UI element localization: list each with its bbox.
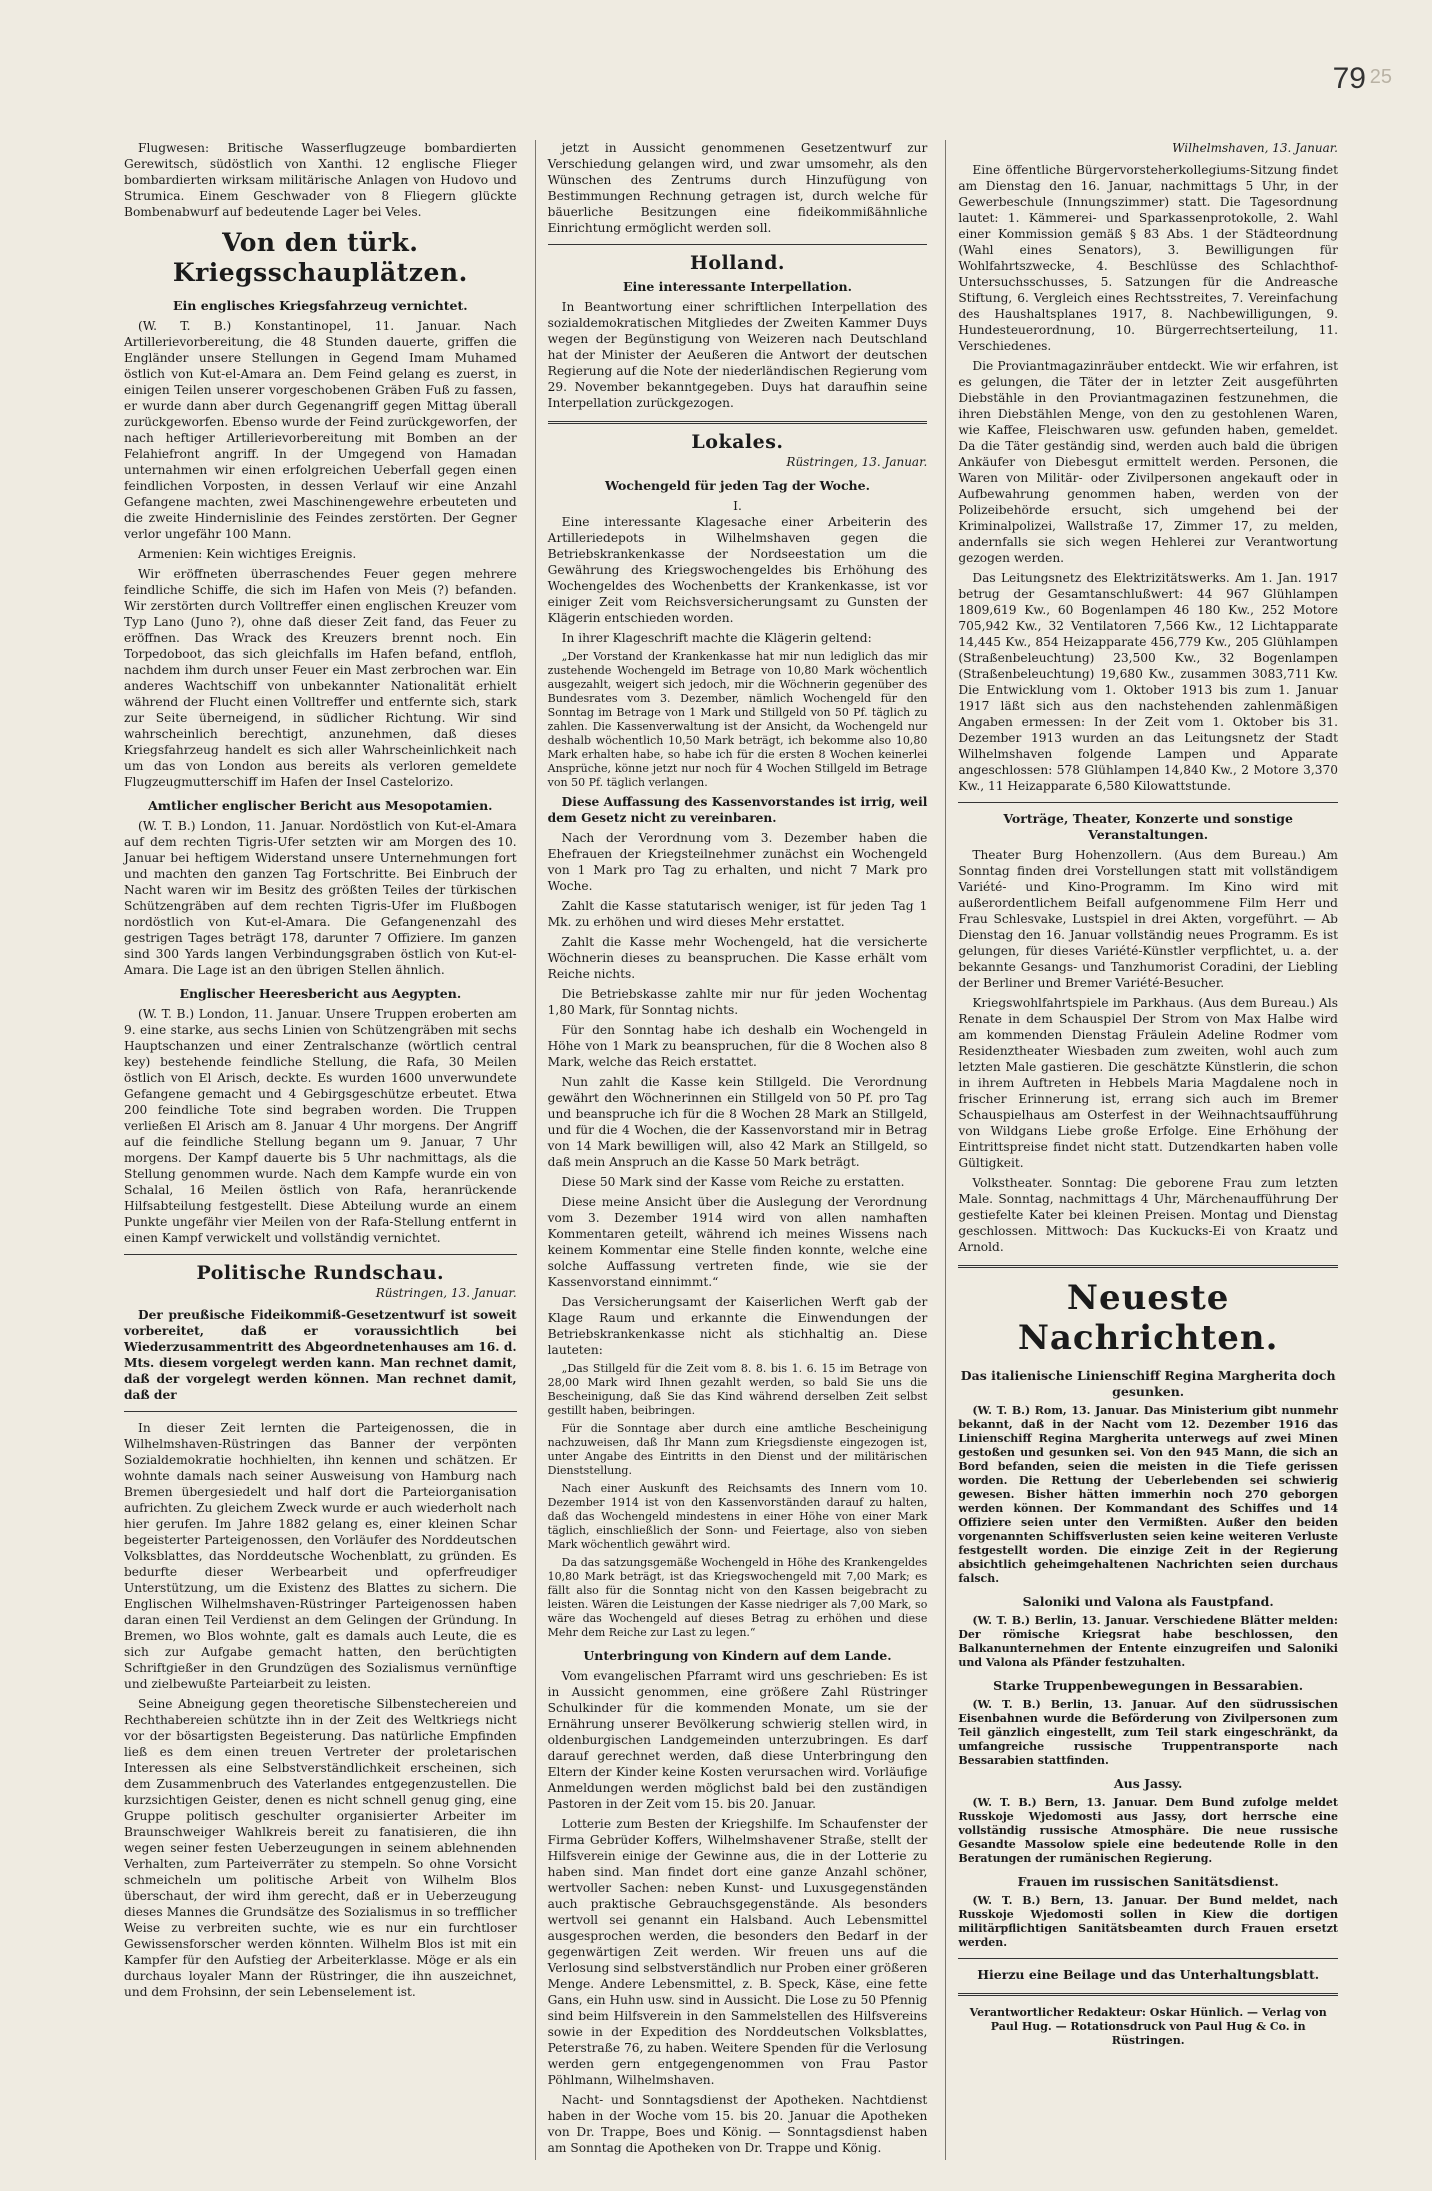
paragraph: Der preußische Fideikommiß-Gesetzentwurf ist soweit vorbereitet, daß er voraussichtlich bei Wiederzusammentritt des Abgeordnetenhauses am 16. d. Mts. diesem vorgelegt werden kann. Man rechnet damit, daß der vorgelegt werden können. Man rechnet damit, daß der: [124, 1308, 517, 1402]
paragraph: In dieser Zeit lernten die Parteigenossen, die in Wilhelmshaven-Rüstringen das Banner der verpönten Sozialdemokratie hochhielten, ihn kennen und schätzen. Er wohnte damals nach seiner Ausweisung von Hamburg nach Bremen übergesiedelt und half dort die Parteiorganisation aufrichten. Zu gleichem Zweck wurde er auch wiederholt nach hier gerufen. Im Jahre 1882 gelang es, einer kleinen Schar begeisterter Parteigenossen, den Vorläufer des Norddeutschen Volksblattes, das Norddeutsche Wochenblatt, zu gründen. Es bedurfte dieser Werbearbeit und opferfreudiger Unterstützung, um die Existenz des Blattes zu sichern. Die Englischen Wilhelmshaven-Rüstringer Parteigenossen haben daran einen Teil Verdienst an dem Gelingen der Gründung. In Bremen, wo Blos wohnte, galt es damals auch Leute, die es sich zur Aufgabe gemacht hatten, den berüchtigten Schriftgießer in den Grundzügen des Sozialismus vernünftige und zielbewußte Parteiarbeit zu leisten.: [124, 1421, 517, 1691]
supplement-notice: Hierzu eine Beilage und das Unterhaltungsblatt.: [977, 1967, 1320, 1982]
paragraph: Zahlt die Kasse mehr Wochengeld, hat die versicherte Wöchnerin dieses zu beanspruchen. Die Kasse erhält vom Reiche nichts.: [547, 935, 928, 981]
paragraph: (W. T. B.) Berlin, 13. Januar. Auf den südrussischen Eisenbahnen wurde die Beförderung von Zivilpersonen zum Teil gänzlich eingestellt, zum Teil stark eingeschränkt, da umfangreiche russische Truppentransporte nach Bessarabien stattfinden.: [958, 1698, 1338, 1767]
subheading: Aus Jassy.: [1113, 1776, 1183, 1791]
paragraph: Flugwesen: Britische Wasserflugzeuge bombardierten Gerewitsch, südöstlich von Xanthi. 12 englische Flieger bombardierten wirksam militärische Anlagen von Hudovo und Strumica. Einem Geschwader von 8 Fliegern glückte Bombenabwurf auf bedeutende Lager bei Veles.: [124, 141, 517, 219]
text-columns: [124, 140, 1338, 2155]
part-number: I.: [733, 499, 742, 513]
paragraph: Eine öffentliche Bürgervorsteherkollegiums-Sitzung findet am Dienstag den 16. Januar, nachmittags 5 Uhr, in der Gewerbeschule (Innungszimmer) statt. Die Tagesordnung lautet: 1. Kämmerei- und Sparkassenprotokolle, 2. Wahl einer Kommission gemäß § 83 Abs. 1 der Städteordnung (Wahl eines Senators), 3. Bewilligungen für Wohlfahrtszwecke, 4. Beschlüsse des Schlachthof-Untersuchsschusses, 5. Satzungen für die Andreasche Stiftung, 6. Vergleich eines Rechtsstreites, 7. Vereinfachung des Haushaltsplanes 1917, 8. Nachbewilligungen, 9. Hundesteuerordnung, 10. Bürgerrechtserteilung, 11. Verschiedenes.: [958, 163, 1338, 353]
paragraph: Diese 50 Mark sind der Kasse vom Reiche zu erstatten.: [561, 1175, 905, 1189]
paragraph: Nach der Verordnung vom 3. Dezember haben die Ehefrauen der Kriegsteilnehmer zunächst ein Wochengeld von 1 Mark pro Tag zu erhalten, und nicht 7 Mark pro Woche.: [547, 831, 928, 893]
subheading: Amtlicher englischer Bericht aus Mesopotamien.: [148, 798, 493, 813]
subheading: Starke Truppenbewegungen in Bessarabien.: [993, 1678, 1304, 1693]
paragraph: Wir eröffneten überraschendes Feuer gegen mehrere feindliche Schiffe, die sich im Hafen von Meis (?) befanden. Wir zerstörten durch Volltreffer einen englischen Kreuzer vom Typ Lano (Juno ?), ohne daß dieser Zeit fand, das Feuer zu eröffnen. Das Wrack des Kreuzers brennt noch. Ein Torpedoboot, das sich gleichfalls im Hafen befand, entfloh, nachdem ihm durch unser Feuer ein Mast zerbrochen war. Ein anderes Wachtschiff von unbekannter Nationalität erhielt während der Flucht einen Volltreffer und entfernte sich, stark zur Seite überneigend, in südlicher Richtung. Wir sind wahrscheinlich berechtigt, anzunehmen, daß dieses Kriegsfahrzeug handelt es sich aller Wahrscheinlichkeit nach um das von London aus bereits als verloren gemeldete Flugzeugmutterschiff im Hafen der Insel Castelorizo.: [124, 567, 517, 789]
subheading: Englischer Heeresbericht aus Aegypten.: [179, 986, 462, 1001]
headline-latest-news: Neueste Nachrichten.: [1017, 1278, 1279, 1358]
divider: [124, 1254, 517, 1255]
paragraph: Die Proviantmagazinräuber entdeckt. Wie wir erfahren, ist es gelungen, die Täter der in letzter Zeit ausgeführten Diebstähle in den Proviantmagazinen festzunehmen, die ihren Diebstählen Menge, von den zu gestohlenen Waren, wie Kaffee, Fleischwaren usw. gefunden haben, gemeldet. Da die Täter geständig sind, werden auch bald die übrigen Ankäufer von Diebesgut ermittelt werden. Personen, die Waren von Militär- oder Zivilpersonen angekauft oder in Aufbewahrung genommen haben, werden von der Polizeibehörde ersucht, sich umgehend bei der Kriminalpolizei, Wallstraße 17, Zimmer 17, zu melden, andernfalls sie sich wegen Hehlerei zur Verantwortung gezogen werden.: [958, 359, 1338, 565]
subheading: Das italienische Linienschiff Regina Margherita doch gesunken.: [960, 1368, 1336, 1399]
paragraph: „Der Vorstand der Krankenkasse hat mir nun lediglich das mir zustehende Wochengeld im Betrage von 10,80 Mark wöchentlich ausgezahlt, weigert sich jedoch, mir die Wöchnerin gegenüber des Bundesrates vom 3. Dezember, nämlich Wochengeld für den Sonntag im Betrage von 1 Mark und Stillgeld von 50 Pf. täglich zu zahlen. Die Kassenverwaltung ist der Ansicht, da Wochengeld nur deshalb wöchentlich 10,50 Mark beträgt, ich bekomme also 10,80 Mark erhalten habe, so habe ich für die ersten 8 Wochen keinerlei Ansprüche, könne jetzt nur noch für 4 Wochen Stillgeld im Betrage von 50 Pf. täglich verlangen.: [547, 650, 928, 789]
page-number-faint: 25: [1369, 66, 1392, 88]
headline-local-news: Lokales.: [691, 431, 784, 453]
paragraph: Eine interessante Klagesache einer Arbeiterin des Artilleriedepots in Wilhelmshaven gegen die Betriebskrankenkasse der Nordseestation um die Gewährung des Kriegswochengeldes bis Erhöhung des Wochengeldes des Wochenbetts der Krankenkasse, ist vor einiger Zeit vom Reichsversicherungsamt zu Gunsten der Klägerin entschieden worden.: [547, 515, 928, 625]
divider: [958, 1958, 1338, 1959]
paragraph: (W. T. B.) Konstantinopel, 11. Januar. Nach Artillerievorbereitung, die 48 Stunden dauerte, griffen die Engländer unsere Stellungen in Gegend Imam Muhamed östlich von Kut-el-Amara an. Dem Feind gelang es zuerst, in einigen Teilen unserer vorgeschobenen Gräben Fuß zu fassen, er wurde dann aber durch Gegenangriff gegen Mittag überall zurückgeworfen. Ebenso wurde der Feind zurückgeworfen, der nach heftiger Artillerievorbereitung mit Bomben an der Felahiefront angriff. In der Umgegend von Hamadan unternahmen wir einen erfolgreichen Ueberfall gegen einen feindlichen Vorposten, in dessen Verlauf wir eine Anzahl Gefangene machten, zwei Maschinengewehre erbeuteten und die zweite Hindernislinie des Feindes zerstörten. Der Gegner verlor ungefähr 100 Mann.: [124, 319, 517, 541]
divider: [548, 244, 928, 245]
paragraph: In Beantwortung einer schriftlichen Interpellation des sozialdemokratischen Mitgliedes der Zweiten Kammer Duys wegen der Begünstigung von Weizeren nach Deutschland hat der Minister der Aeußeren die Antwort der deutschen Regierung auf die Note der niederländischen Regierung vom 29. November bekanntgegeben. Duys hat daraufhin seine Interpellation zurückgezogen.: [547, 300, 928, 410]
paragraph: Die Betriebskasse zahlte mir nur für jeden Wochentag 1,80 Mark, für Sonntag nichts.: [547, 987, 928, 1017]
paragraph: Für den Sonntag habe ich deshalb ein Wochengeld in Höhe von 1 Mark zu beanspruchen, für die 8 Wochen also 8 Mark, welche das Reich erstattet.: [547, 1023, 928, 1069]
paragraph: Vom evangelischen Pfarramt wird uns geschrieben: Es ist in Aussicht genommen, eine größere Zahl Rüstringer Schulkinder für die kommenden Monate, um sie der Ernährung unserer Bevölkerung schwierig stellen wird, in oldenburgischen Landgemeinden unterzubringen. Es darf darauf gerechnet werden, daß diese Unterbringung den Eltern der Kinder keine Kosten verursachen wird. Vorläufige Anmeldungen werden möglichst bald bei den zuständigen Pastoren in der Zeit vom 15. bis 20. Januar.: [547, 1669, 928, 1811]
paragraph: Da das satzungsgemäße Wochengeld in Höhe des Krankengeldes 10,80 Mark beträgt, ist das Kriegswochengeld mit 7,00 Mark; es fällt also für die Sonntag nicht von den Kassen beigebracht zu leisten. Wären die Leistungen der Kasse niedriger als 7,00 Mark, so wäre das Wochengeld auf dieses Betrag zu erhöhen und diese Mehr dem Reiche zur Last zu legen.“: [547, 1556, 928, 1639]
paragraph: (W. T. B.) Rom, 13. Januar. Das Ministerium gibt nunmehr bekannt, daß in der Nacht vom 12. Dezember 1916 das Linienschiff Regina Margherita unterwegs auf zwei Minen gestoßen und gesunken sei. Von den 945 Mann, die sich an Bord befanden, seien die meisten in die Tiefe gerissen worden. Die Rettung der Ueberlebenden sei schwierig gewesen. Bisher hätten immerhin noch 270 geborgen werden können. Der Kommandant des Schiffes und 14 Offiziere seien unter den Vermißten. Außer den beiden vorgenannten Schiffsverlusten seien keine weiteren Verluste festgestellt worden. Die einzige Zeit in der Regierung absichtlich geheimgehaltenen Nachrichten seien durchaus falsch.: [958, 1404, 1338, 1585]
paragraph: „Das Stillgeld für die Zeit vom 8. 8. bis 1. 6. 15 im Betrage von 28,00 Mark wird Ihnen gezahlt werden, so bald Sie uns die Bescheinigung, daß Sie das Kind während derselben Zeit selbst gestillt haben, beibringen.: [547, 1362, 928, 1417]
divider: [124, 1411, 517, 1412]
paragraph: Kriegswohlfahrtspiele im Parkhaus. (Aus dem Bureau.) Als Renate in dem Schauspiel Der Strom von Max Halbe wird am kommenden Dienstag Fräulein Adeline Rodmer vom Residenztheater Wiesbaden zum zweiten, wohl auch zum letzten Male gastieren. Die geschätzte Künstlerin, die schon in ihrem Auftreten in Hebbels Maria Magdalene noch in frischer Erinnerung ist, errang sich auch im Bremer Schauspielhaus am Osterfest in der Weihnachtsaufführung von Wildgans Liebe große Erfolge. Eine Erhöhung der Eintrittspreise findet nicht statt. Dutzendkarten haben volle Gültigkeit.: [958, 996, 1338, 1170]
paragraph: (W. T. B.) London, 11. Januar. Unsere Truppen eroberten am 9. eine starke, aus sechs Linien von Schützengräben mit sechs Hauptschanzen und einer Zentralschanze (wörtlich central key) bestehende feindliche Stellung, die Rafa, 30 Meilen östlich von El Arisch, deckte. Es wurden 1600 unverwundete Gefangene gemacht und 4 Gebirgsgeschütze erbeutet. Etwa 200 feindliche Tote sind begraben worden. Die Truppen verließen El Arisch am 8. Januar 4 Uhr morgens. Der Angriff auf die feindliche Stellung begann um 9. Januar, 7 Uhr morgens. Der Kampf dauerte bis 5 Uhr nachmittags, als die Stellung genommen wurde. Nach dem Kampfe wurde ein von Schalal, 16 Meilen östlich von Rafa, heranrückende Hilfsabteilung festgestellt. Diese Abteilung wurde an einem Punkte ungefähr vier Meilen von der Rafa-Stellung entfernt in einen Kampf verwickelt und vollständig vernichtet.: [124, 1007, 517, 1245]
paragraph: Für die Sonntage aber durch eine amtliche Bescheinigung nachzuweisen, daß Ihr Mann zum Kriegsdienste eingezogen ist, unter Angabe des Eintritts in den Dienst und der militärischen Dienststellung.: [547, 1422, 928, 1477]
divider: [958, 802, 1338, 803]
paragraph: Zahlt die Kasse statutarisch weniger, ist für jeden Tag 1 Mk. zu erhöhen und wird dieses Mehr erstattet.: [547, 899, 928, 929]
imprint: Verantwortlicher Redakteur: Oskar Hünlich. — Verlag von Paul Hug. — Rotationsdruck von Paul Hug & Co. in Rüstringen.: [969, 2006, 1327, 2047]
section-holland: Holland.: [689, 252, 786, 274]
paragraph: Armenien: Kein wichtiges Ereignis.: [138, 547, 357, 561]
paragraph: Das Leitungsnetz des Elektrizitätswerks. Am 1. Jan. 1917 betrug der Gesamtanschlußwert: 44 967 Glühlampen 1809,619 Kw., 60 Bogenlampen 46 180 Kw., 252 Motore 705,942 Kw., 32 Ventilatoren 7,566 Kw., 12 Lichtapparate 14,445 Kw., 854 Heizapparate 456,779 Kw., 205 Glühlampen (Straßenbeleuchtung) 23,500 Kw., 32 Bogenlampen (Straßenbeleuchtung) 19,680 Kw., zusammen 3083,711 Kw. Die Entwicklung vom 1. Oktober 1913 bis zum 1. Januar 1917 läßt sich aus den nachstehenden zahlenmäßigen Angaben ermessen: In der Zeit vom 1. Oktober bis 31. Dezember 1913 wurden an das Leitungsnetz der Stadt Wilhelmshaven folgende Lampen und Apparate angeschlossen: 578 Glühlampen 14,840 Kw., 2 Motore 3,370 Kw., 11 Heizapparate 6,580 Kilowattstunde.: [958, 571, 1338, 793]
paragraph: Diese meine Ansicht über die Auslegung der Verordnung vom 3. Dezember 1914 wird von allen namhaften Kommentaren geteilt, während ich meines Wissens nach keinem Kommentar eine Stelle finden konnte, welche eine solche Auffassung vertreten finde, wie sie der Kassenvorstand einnimmt.“: [547, 1195, 928, 1289]
paragraph: Seine Abneigung gegen theoretische Silbenstechereien und Rechthabereien schützte ihn in der Zeit des Weltkriegs nicht vor der bösartigsten Begeisterung. Das natürliche Empfinden ließ es dem einen treuen Vertreter der proletarischen Interessen als eine Selbstverständlichkeit erscheinen, sich dem Zusammenbruch des Vaterlandes entgegenzustellen. Die kurzsichtigen Geister, denen es nicht schnell genug ging, eine Gruppe politisch geschulter organisierter Arbeiter im Braunschweiger Wahlkreis bereit zu fanatisieren, die ihn wegen seiner festen Ueberzeugungen in seinem ablehnenden Verhalten, zum Parteiverräter zu stempeln. So ohne Vorsicht schmeicheln um politische Arbeit von Wilhelm Blos überschaut, der wird ihm gerecht, daß er in Ueberzeugung dieses Mannes die Grundsätze des Sozialismus in so trefflicher Weise zu verbreiten suchte, wie es nur ein furchtloser Gewissensforscher werden könnten. Wilhelm Blos ist mit ein Kampfer für den Aufstieg der Arbeiterklasse. Möge er als ein durchaus loyaler Mann der Rüstringer, die ihn auszeichnet, und dem Frohsinn, der sein Lebenselement ist.: [124, 1697, 517, 1999]
paragraph: (W. T. B.) Bern, 13. Januar. Der Bund meldet, nach Russkoje Wjedomosti sollen in Kiew die dortigen militärpflichtigen Sanitätsbeamten durch Frauen ersetzt werden.: [958, 1894, 1338, 1949]
paragraph: (W. T. B.) London, 11. Januar. Nordöstlich von Kut-el-Amara auf dem rechten Tigris-Ufer setzten wir am Morgen des 10. Januar bei heftigem Widerstand unsere Unternehmungen fort und machten den ganzen Tag Fortschritte. Bei Einbruch der Nacht waren wir im Besitz des größten Teiles der türkischen Schützengräben auf dem rechten Tigris-Ufer im Flußbogen nordöstlich von Kut-el-Amara. Die Gefangenenzahl des gestrigen Tages beträgt 178, darunter 7 Offiziere. Im ganzen sind 300 Yards langen Verbindungsgraben östlich von Kut-el-Amara. Die Lage ist an den übrigen Stellen ähnlich.: [124, 819, 517, 977]
dateline: Rüstringen, 13. Januar.: [375, 1286, 517, 1300]
subheading: Wochengeld für jeden Tag der Woche.: [605, 478, 870, 493]
subheading: Saloniki und Valona als Faustpfand.: [1022, 1594, 1274, 1609]
subheading: Ein englisches Kriegsfahrzeug vernichtet.: [173, 298, 468, 313]
paragraph: (W. T. B.) Bern, 13. Januar. Dem Bund zufolge meldet Russkoje Wjedomosti aus Jassy, dort herrsche eine vollständig russische Atmosphäre. Die neue russische Gesandte Massolow spiele eine bedeutende Rolle in den Beratungen der rumänischen Regierung.: [958, 1796, 1338, 1865]
subheading: Eine interessante Interpellation.: [623, 279, 852, 294]
paragraph: Das Versicherungsamt der Kaiserlichen Werft gab der Klage Raum und erkannte die Einwendungen der Betriebskrankenkasse nicht als stichhaltig an. Diese lauteten:: [547, 1295, 928, 1357]
column-2: [535, 140, 928, 2160]
paragraph: Theater Burg Hohenzollern. (Aus dem Bureau.) Am Sonntag finden drei Vorstellungen statt mit vollständigem Variété- und Kino-Programm. Im Kino wird mit außerordentlichem Beifall aufgenommene Film Herr und Frau Schlesvake, Lustspiel in drei Akten, vorgeführt. — Ab Dienstag den 16. Januar vollständig neues Programm. Es ist gelungen, für dieses Variété-Künstler verpflichtet, u. a. der bekannte Gesangs- und Tanzhumorist Coradini, der Liebling der Berliner und Bremer Variété-Besucher.: [958, 848, 1338, 990]
subheading: Vorträge, Theater, Konzerte und sonstige Veranstaltungen.: [1003, 811, 1293, 842]
paragraph: jetzt in Aussicht genommenen Gesetzentwurf zur Verschiedung gelangen wird, und zwar umsomehr, als den Wünschen des Zentrums durch Hinzufügung von Bestimmungen Rechnung getragen ist, durch welche für bäuerliche Besitzungen eine fideikommißähnliche Einrichtung ermöglicht werden soll.: [547, 141, 928, 235]
column-1: [124, 140, 517, 2160]
dateline: Wilhelmshaven, 13. Januar.: [1172, 141, 1338, 155]
paragraph: Nach einer Auskunft des Reichsamts des Innern vom 10. Dezember 1914 ist von den Kassenvorständen darauf zu halten, daß das Wochengeld mindestens in einer Höhe von einer Mark täglich, einschließlich der Sonn- und Feiertage, also von sieben Mark wöchentlich gewährt wird.: [547, 1482, 928, 1551]
subheading: Unterbringung von Kindern auf dem Lande.: [583, 1648, 892, 1663]
dateline: Rüstringen, 13. Januar.: [786, 455, 928, 469]
column-3: [945, 140, 1338, 2160]
divider: [548, 421, 928, 424]
divider: [958, 1265, 1338, 1268]
headline-turkish-theaters: Von den türk. Kriegsschauplätzen.: [172, 228, 468, 287]
paragraph: Diese Auffassung des Kassenvorstandes ist irrig, weil dem Gesetz nicht zu vereinbaren.: [547, 795, 928, 825]
page-number: 79: [1332, 62, 1366, 95]
paragraph: In ihrer Klageschrift machte die Klägerin geltend:: [561, 631, 872, 645]
paragraph: Lotterie zum Besten der Kriegshilfe. Im Schaufenster der Firma Gebrüder Koffers, Wilhelmshavener Straße, stellt der Hilfsverein einige der Gewinne aus, die in der Lotterie zu haben sind. Man findet dort eine ganze Anzahl schöner, wertvoller Sachen: neben Kunst- und Luxusgegenständen auch praktische Gebrauchsgegenstände. Als besonders wertvoll sei genannt ein Halsband. Auch Lebensmittel ausgesprochen werden, die besonders den Bedarf in der gegenwärtigen Zeit werden. Wir freuen uns auf die Verlosung sind selbstverständlich nur Proben einer größeren Menge. Andere Lebensmittel, z. B. Speck, Käse, eine fette Gans, ein Huhn usw. sind in Aussicht. Die Lose zu 50 Pfennig sind beim Hilfsverein in den Sammelstellen des Hilfsvereins sowie in der Expedition des Norddeutschen Volksblattes, Peterstraße 76, zu haben. Weitere Spenden für die Verlosung werden gern entgegengenommen von Frau Pastor Pöhlmann, Wilhelmshaven.: [547, 1817, 928, 2087]
paragraph: Nacht- und Sonntagsdienst der Apotheken. Nachtdienst haben in der Woche vom 15. bis 20. Januar die Apotheken von Dr. Trappe, Boes und König. — Sonntagsdienst haben am Sonntag die Apotheken von Dr. Trappe und König.: [547, 2093, 928, 2155]
subheading: Frauen im russischen Sanitätsdienst.: [1017, 1874, 1279, 1889]
paragraph: Nun zahlt die Kasse kein Stillgeld. Die Verordnung gewährt den Wöchnerinnen ein Stillgeld von 50 Pf. pro Tag und beanspruche ich für die 8 Wochen 28 Mark an Stillgeld, und für die 4 Wochen, die der Kassenvorstand mir in Betrag von 14 Mark bewilligen will, also 42 Mark an Stillgeld, so daß mein Anspruch an die Kasse 50 Mark beträgt.: [547, 1075, 928, 1169]
paragraph: (W. T. B.) Berlin, 13. Januar. Verschiedene Blätter melden: Der römische Kriegsrat habe beschlossen, den Balkanunternehmen der Entente einzugreifen und Saloniki und Valona als Pfänder festzuhalten.: [958, 1614, 1338, 1669]
paragraph: Volkstheater. Sonntag: Die geborene Frau zum letzten Male. Sonntag, nachmittags 4 Uhr, Märchenaufführung Der gestiefelte Kater bei kleinen Preisen. Montag und Dienstag geschlossen. Mittwoch: Das Kuckucks-Ei von Kraatz und Arnold.: [958, 1176, 1338, 1254]
divider: [958, 1993, 1338, 1996]
headline-political-review: Politische Rundschau.: [196, 1262, 445, 1284]
